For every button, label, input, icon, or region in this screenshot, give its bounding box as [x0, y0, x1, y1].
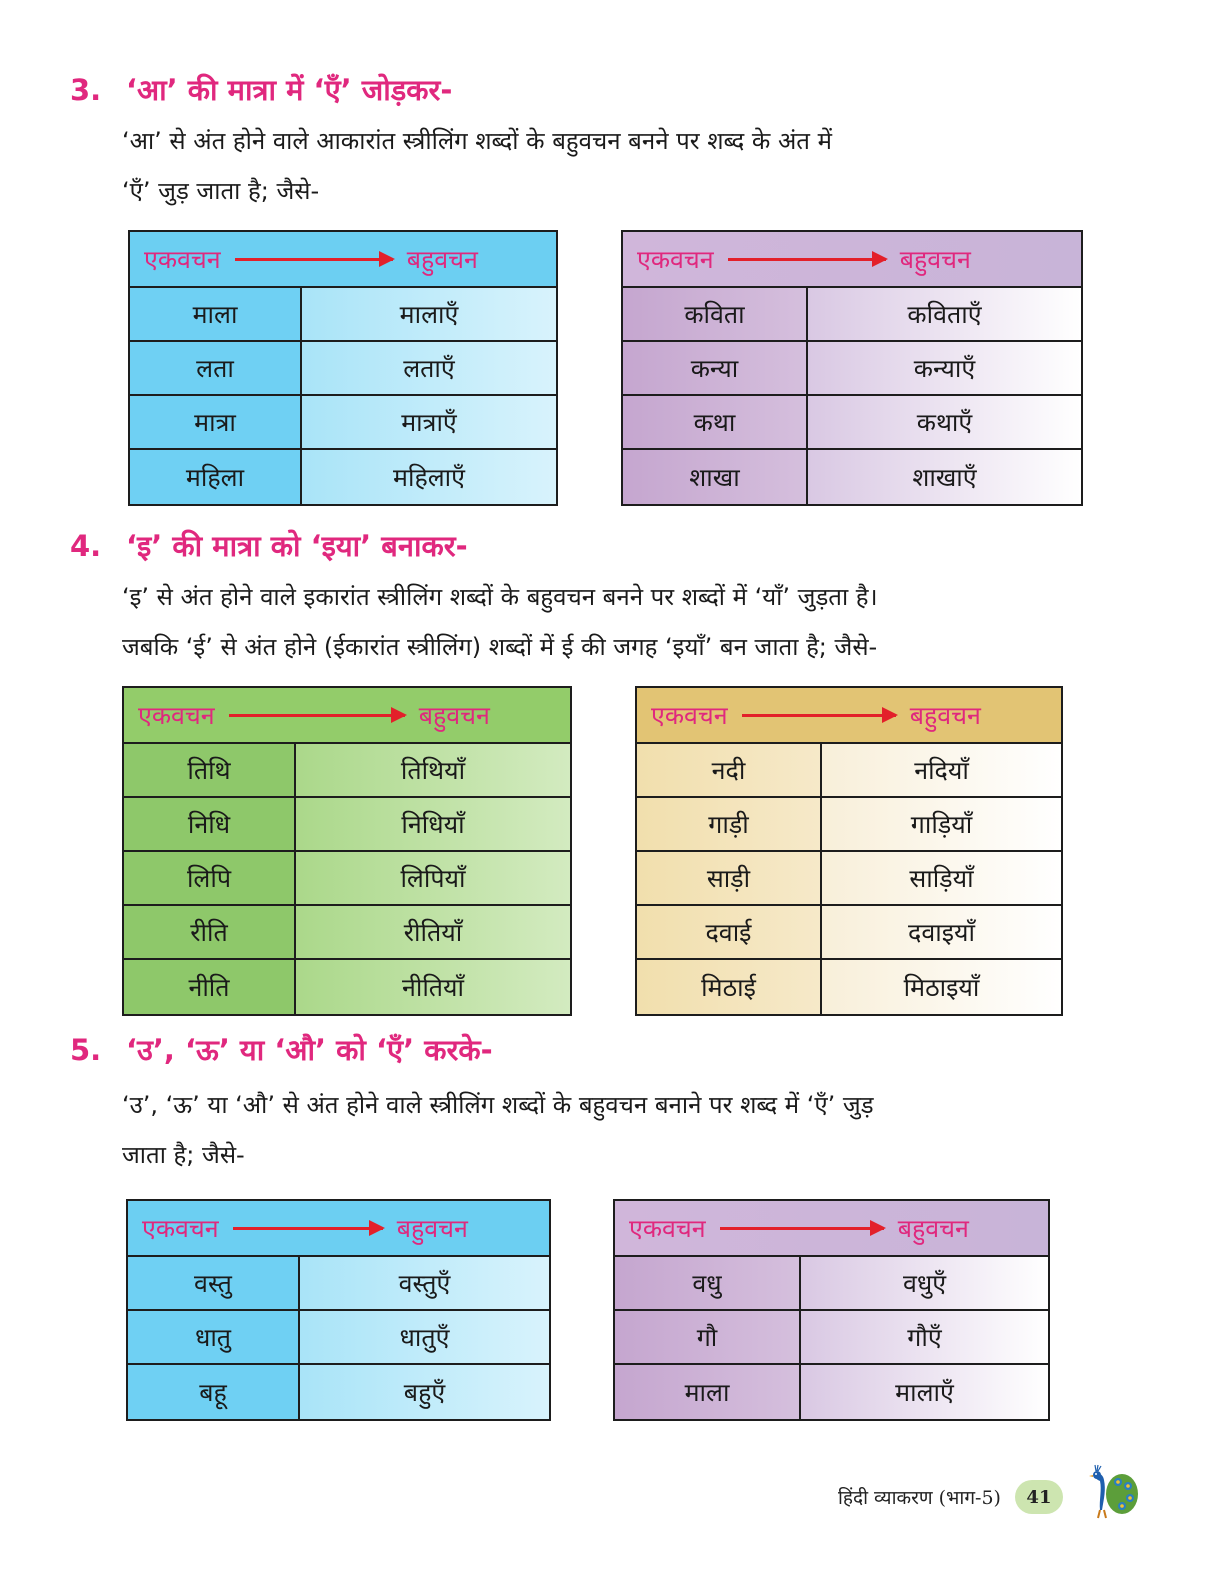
plural-cell: रीतियाँ — [296, 906, 570, 958]
section-number: 3. — [70, 73, 102, 107]
table-row — [637, 852, 1061, 906]
table-row — [128, 1311, 549, 1365]
table-row — [615, 1311, 1048, 1365]
plural-cell: लताएँ — [302, 342, 556, 394]
singular-cell: लिपि — [124, 852, 296, 904]
paragraph-line: ‘उ’, ‘ऊ’ या ‘औ’ से अंत होने वाले स्त्रीलिंग शब्दों के बहुवचन बनाने पर शब्द में ‘एँ’ जुड़ — [122, 1091, 874, 1119]
plural-cell: वधुएँ — [801, 1257, 1048, 1309]
table-3b — [621, 230, 1083, 506]
table-row — [623, 396, 1081, 450]
header-singular: एकवचन — [651, 701, 728, 730]
peacock-icon — [1082, 1462, 1140, 1522]
page-footer — [838, 1480, 1063, 1514]
table-row — [124, 744, 570, 798]
table-header — [615, 1201, 1048, 1257]
table-row — [623, 450, 1081, 504]
arrow-right-icon — [235, 258, 393, 261]
header-plural: बहुवचन — [418, 701, 490, 730]
section-4-heading — [70, 526, 468, 565]
plural-cell: निधियाँ — [296, 798, 570, 850]
plural-cell: मालाएँ — [801, 1365, 1048, 1419]
arrow-right-icon — [720, 1227, 884, 1230]
table-row — [124, 852, 570, 906]
table-row — [615, 1257, 1048, 1311]
section-title: ‘आ’ की मात्रा में ‘एँ’ जोड़कर- — [126, 73, 453, 107]
table-3a — [128, 230, 558, 506]
plural-cell: गौएँ — [801, 1311, 1048, 1363]
singular-cell: नदी — [637, 744, 822, 796]
singular-cell: दवाई — [637, 906, 822, 958]
table-row — [623, 342, 1081, 396]
singular-cell: महिला — [130, 450, 302, 504]
plural-cell: नीतियाँ — [296, 960, 570, 1014]
section-3-paragraph — [122, 116, 1152, 216]
table-row — [128, 1257, 549, 1311]
singular-cell: कथा — [623, 396, 808, 448]
singular-cell: वस्तु — [128, 1257, 300, 1309]
header-plural: बहुवचन — [899, 245, 971, 274]
singular-cell: बहू — [128, 1365, 300, 1419]
header-plural: बहुवचन — [396, 1214, 468, 1243]
plural-cell: मिठाइयाँ — [822, 960, 1061, 1014]
table-row — [124, 798, 570, 852]
table-row — [130, 450, 556, 504]
paragraph-line: ‘एँ’ जुड़ जाता है; जैसे- — [122, 177, 320, 205]
arrow-right-icon — [742, 714, 896, 717]
table-row — [124, 960, 570, 1014]
table-header — [637, 688, 1061, 744]
table-header — [130, 232, 556, 288]
table-4a — [122, 686, 572, 1016]
section-number: 5. — [70, 1033, 102, 1067]
singular-cell: गाड़ी — [637, 798, 822, 850]
plural-cell: वस्तुएँ — [300, 1257, 549, 1309]
plural-cell: मात्राएँ — [302, 396, 556, 448]
paragraph-line: जाता है; जैसे- — [122, 1141, 245, 1169]
plural-cell: मालाएँ — [302, 288, 556, 340]
table-row — [623, 288, 1081, 342]
singular-cell: माला — [130, 288, 302, 340]
plural-cell: साड़ियाँ — [822, 852, 1061, 904]
singular-cell: माला — [615, 1365, 801, 1419]
plural-cell: गाड़ियाँ — [822, 798, 1061, 850]
singular-cell: कन्या — [623, 342, 808, 394]
header-plural: बहुवचन — [897, 1214, 969, 1243]
singular-cell: निधि — [124, 798, 296, 850]
table-header — [124, 688, 570, 744]
header-singular: एकवचन — [629, 1214, 706, 1243]
paragraph-line: जबकि ‘ई’ से अंत होने (ईकारांत स्त्रीलिंग) शब्दों में ई की जगह ‘इयाँ’ बन जाता है; जैसे- — [122, 633, 878, 661]
table-row — [130, 396, 556, 450]
plural-cell: महिलाएँ — [302, 450, 556, 504]
paragraph-line: ‘आ’ से अंत होने वाले आकारांत स्त्रीलिंग शब्दों के बहुवचन बनने पर शब्द के अंत में — [122, 127, 832, 155]
singular-cell: तिथि — [124, 744, 296, 796]
table-header — [128, 1201, 549, 1257]
singular-cell: साड़ी — [637, 852, 822, 904]
header-singular: एकवचन — [637, 245, 714, 274]
plural-cell: लिपियाँ — [296, 852, 570, 904]
section-5-paragraph — [122, 1080, 1152, 1180]
header-singular: एकवचन — [144, 245, 221, 274]
table-row — [637, 744, 1061, 798]
table-row — [615, 1365, 1048, 1419]
header-singular: एकवचन — [138, 701, 215, 730]
singular-cell: नीति — [124, 960, 296, 1014]
section-3-heading — [70, 70, 452, 109]
page-number: 41 — [1015, 1480, 1063, 1514]
paragraph-line: ‘इ’ से अंत होने वाले इकारांत स्त्रीलिंग शब्दों के बहुवचन बनने पर शब्दों में ‘याँ’ जुड़ता है। — [122, 583, 878, 611]
header-plural: बहुवचन — [406, 245, 478, 274]
table-4b — [635, 686, 1063, 1016]
singular-cell: शाखा — [623, 450, 808, 504]
section-number: 4. — [70, 529, 102, 563]
singular-cell: रीति — [124, 906, 296, 958]
arrow-right-icon — [229, 714, 405, 717]
plural-cell: दवाइयाँ — [822, 906, 1061, 958]
singular-cell: कविता — [623, 288, 808, 340]
book-title: हिंदी व्याकरण (भाग-5) — [838, 1487, 1001, 1509]
singular-cell: लता — [130, 342, 302, 394]
section-title: ‘इ’ की मात्रा को ‘इया’ बनाकर- — [126, 529, 468, 563]
table-row — [637, 798, 1061, 852]
singular-cell: धातु — [128, 1311, 300, 1363]
table-header — [623, 232, 1081, 288]
plural-cell: शाखाएँ — [808, 450, 1081, 504]
singular-cell: वधु — [615, 1257, 801, 1309]
section-title: ‘उ’, ‘ऊ’ या ‘औ’ को ‘एँ’ करके- — [126, 1033, 493, 1067]
table-row — [130, 342, 556, 396]
singular-cell: मिठाई — [637, 960, 822, 1014]
plural-cell: कथाएँ — [808, 396, 1081, 448]
table-row — [124, 906, 570, 960]
section-5-heading — [70, 1030, 493, 1069]
header-singular: एकवचन — [142, 1214, 219, 1243]
singular-cell: मात्रा — [130, 396, 302, 448]
plural-cell: कन्याएँ — [808, 342, 1081, 394]
arrow-right-icon — [233, 1227, 383, 1230]
header-plural: बहुवचन — [909, 701, 981, 730]
table-5a — [126, 1199, 551, 1421]
table-row — [637, 906, 1061, 960]
plural-cell: तिथियाँ — [296, 744, 570, 796]
table-5b — [613, 1199, 1050, 1421]
plural-cell: नदियाँ — [822, 744, 1061, 796]
arrow-right-icon — [728, 258, 886, 261]
table-row — [637, 960, 1061, 1014]
plural-cell: बहुएँ — [300, 1365, 549, 1419]
table-row — [128, 1365, 549, 1419]
section-4-paragraph — [122, 572, 1152, 672]
plural-cell: धातुएँ — [300, 1311, 549, 1363]
singular-cell: गौ — [615, 1311, 801, 1363]
plural-cell: कविताएँ — [808, 288, 1081, 340]
table-row — [130, 288, 556, 342]
